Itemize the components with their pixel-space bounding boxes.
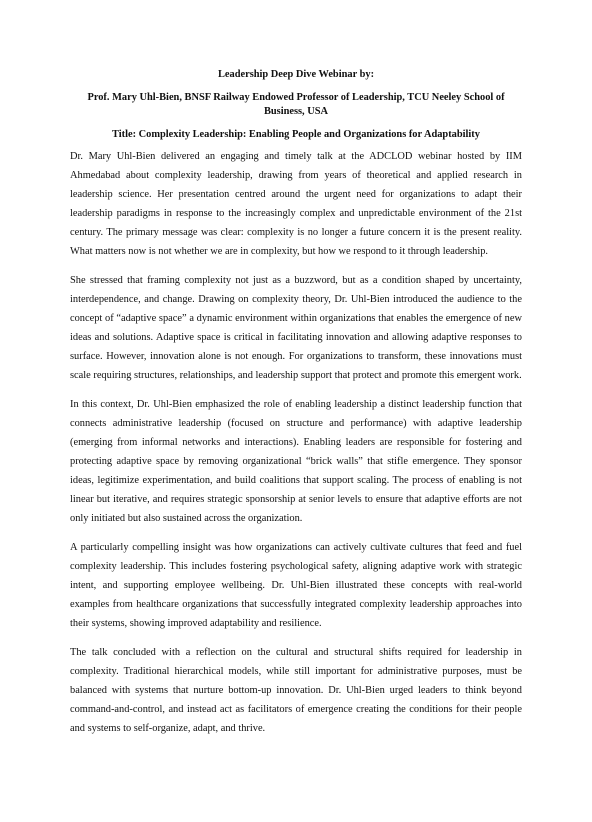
speaker-heading: Prof. Mary Uhl-Bien, BNSF Railway Endowed Professor of Leadership, TCU Neeley School of Business, USA — [87, 92, 505, 117]
paragraph-2: She stressed that framing complexity not just as a buzzword, but as a condition shaped by uncertainty, interdependence, and change. Drawing on complexity theory, Dr. Uhl-Bien introduced the audience to the concept of “adaptive space” a dynamic environment within organizations that enables the emergence of new ideas and solutions. Adaptive space is critical in facilitating innovation and allowing adaptive responses to surface. However, innovation alone is not enough. For organizations to transform, these innovations must scale requiring structures, relationships, and leadership support that protect and promote this emergent work. — [70, 275, 522, 381]
webinar-heading: Leadership Deep Dive Webinar by: — [217, 69, 375, 80]
paragraph-3: In this context, Dr. Uhl-Bien emphasized the role of enabling leadership a distinct leadership function that connects administrative leadership (focused on structure and performance) with adaptive leadership (emerging from informal networks and interactions). Enabling leaders are responsible for fostering and protecting adaptive space by removing organizational “brick walls” that stifle emergence. They sponsor ideas, legitimize experimentation, and build coalitions that support scaling. The process of enabling is not linear but iterative, and requires strategic sponsorship at senior levels to ensure that adaptive efforts are not only initiated but also sustained across the organization. — [70, 399, 522, 524]
paragraph-5: The talk concluded with a reflection on the cultural and structural shifts required for leadership in complexity. Traditional hierarchical models, while still important for administrative purposes, must be balanced with systems that nurture bottom-up innovation. Dr. Uhl-Bien urged leaders to think beyond command-and-control, and instead act as facilitators of emergence creating the conditions for their people and systems to self-organize, adapt, and thrive. — [70, 647, 522, 734]
paragraph-4: A particularly compelling insight was how organizations can actively cultivate cultures that feed and fuel complexity leadership. This includes fostering psychological safety, aligning adaptive work with strategic intent, and supporting employee wellbeing. Dr. Uhl-Bien illustrated these concepts with real-world examples from healthcare organizations that successfully integrated complexity leadership approaches into their systems, showing improved adaptability and resilience. — [70, 542, 522, 629]
talk-title: Title: Complexity Leadership: Enabling People and Organizations for Adaptability — [112, 129, 480, 140]
paragraph-1: Dr. Mary Uhl-Bien delivered an engaging and timely talk at the ADCLOD webinar hosted by IIM Ahmedabad about complexity leadership, drawing from years of theoretical and applied research in leadership science. Her presentation centred around the urgent need for organizations to adapt their leadership paradigms in response to the increasingly complex and unpredictable environment of the 21st century. The primary message was clear: complexity is no longer a future concern it is the present reality. What matters now is not whether we are in complexity, but how we respond to it through leadership. — [70, 151, 522, 257]
